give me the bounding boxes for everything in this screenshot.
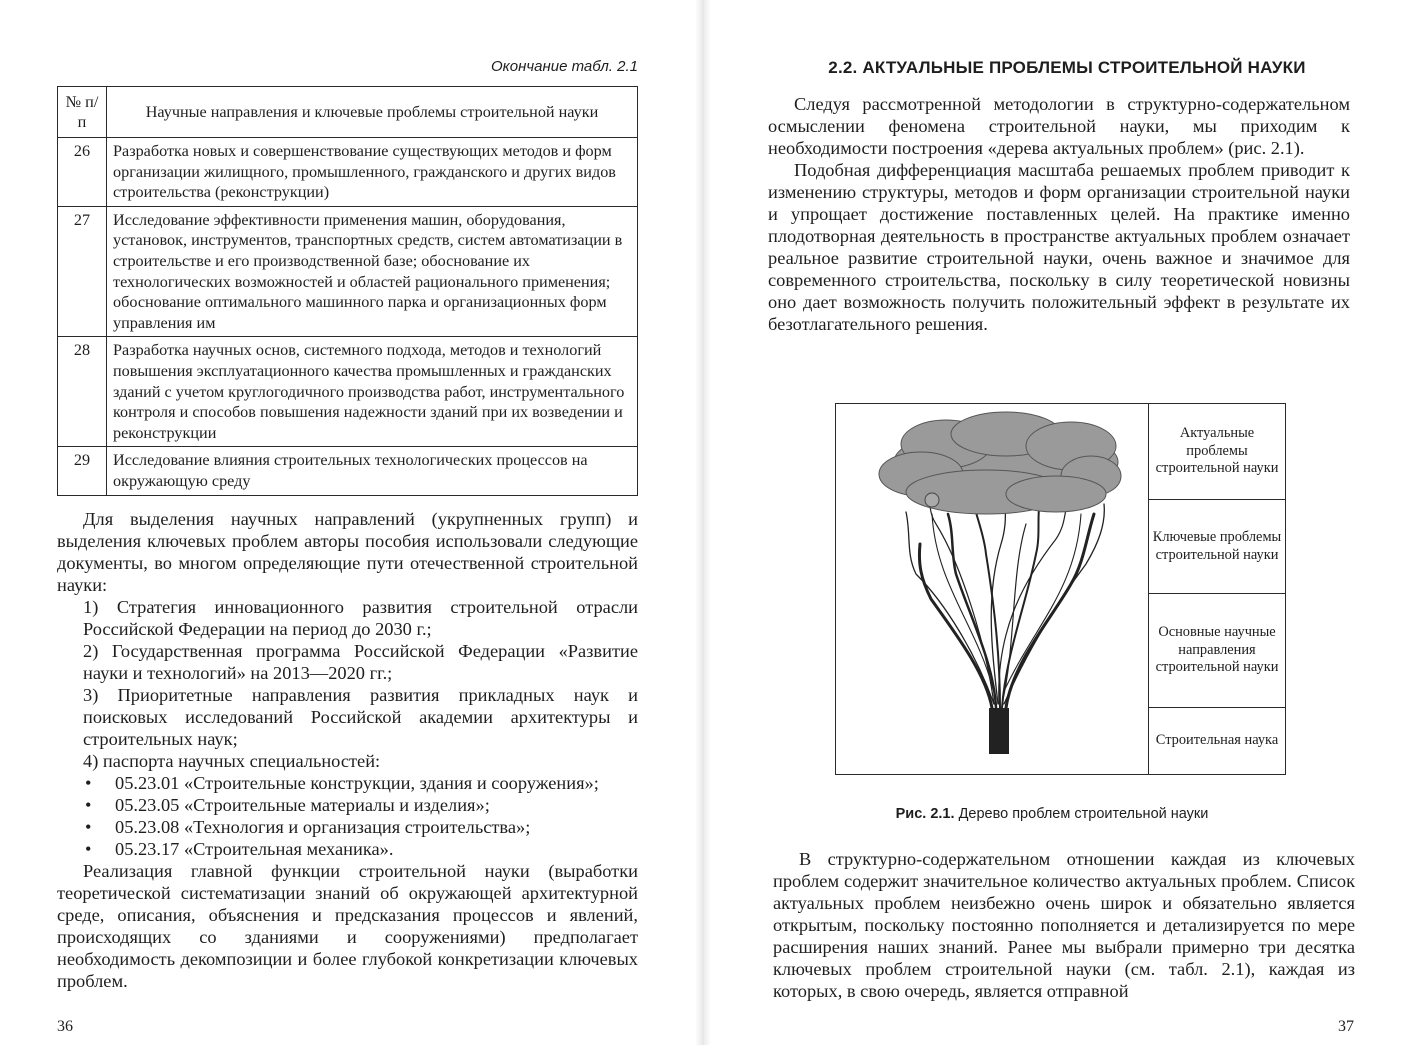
- table-continuation-caption: Окончание табл. 2.1: [491, 58, 638, 75]
- table-header-title: Научные направления и ключевые проблемы строительной науки: [107, 87, 638, 138]
- figure-caption: [802, 806, 1302, 822]
- bullet-text: 05.23.05 «Строительные материалы и изделия»;: [115, 795, 490, 815]
- table-row: [58, 138, 638, 207]
- paragraph: Следуя рассмотренной методологии в структурно-содержательном осмыслении феномена строительной науки, мы приходим к необходимости построения «дерева актуальных проблем» (рис. 2.1).: [768, 94, 1350, 158]
- bullet-icon: •: [85, 817, 92, 837]
- page-number-left: 36: [57, 1018, 73, 1035]
- figure-caption-label: Рис. 2.1.: [895, 806, 955, 822]
- bullet-icon: •: [85, 839, 92, 859]
- document-item: 3) Приоритетные направления развития прикладных наук и поисковых исследований Российской академии архитектуры и строительных наук;: [83, 685, 638, 749]
- row-text: Разработка научных основ, системного подхода, методов и технологий повышения эксплуатационного качества промышленных и гражданских зданий с учетом круглогодичного производства работ, инструментального контроля и способов повышения надежности зданий при их возведении и реконструкции: [107, 337, 638, 447]
- row-text: Исследование эффективности применения машин, оборудования, установок, инструментов, транспортных средств, систем автоматизации в строительстве и его производственной базе; обоснование их технологических возможностей и областей рационального применения; обоснование оптимального машинного парка и организационных форм управления им: [107, 206, 638, 337]
- table-row: [58, 206, 638, 337]
- legend-main-directions: Основные научные направления строительной науки: [1149, 594, 1285, 708]
- specialty-bullet: [57, 772, 638, 794]
- key-problems-table: [57, 86, 638, 496]
- section-title: 2.2. АКТУАЛЬНЫЕ ПРОБЛЕМЫ СТРОИТЕЛЬНОЙ НАУКИ: [828, 58, 1306, 77]
- bullet-text: 05.23.08 «Технология и организация строительства»;: [115, 817, 531, 837]
- tree-branches: [906, 498, 1104, 708]
- specialty-bullet: [57, 794, 638, 816]
- table-header-row: [58, 87, 638, 138]
- row-number: 26: [58, 138, 107, 207]
- bullet-icon: •: [85, 773, 92, 793]
- row-text: Разработка новых и совершенствование существующих методов и форм организации жилищного, промышленного, гражданского и других видов строительства (реконструкции): [107, 138, 638, 207]
- bullet-text: 05.23.01 «Строительные конструкции, здания и сооружения»;: [115, 773, 599, 793]
- table-row: [58, 337, 638, 447]
- row-number: 29: [58, 447, 107, 495]
- document-item: 2) Государственная программа Российской Федерации «Развитие науки и технологий» на 2013—2020 гг.;: [83, 641, 638, 683]
- bullet-text: 05.23.17 «Строительная механика».: [115, 839, 394, 859]
- paragraph: В структурно-содержательном отношении каждая из ключевых проблем содержит значительное количество актуальных проблем. Список актуальных проблем неизбежно очень широк и обязательно является открытым, поскольку постоянно пополняется и детализируется по мере расширения наших знаний. Ранее мы выбрали примерно три десятка ключевых проблем строительной науки (см. табл. 2.1), каждая из которых, в свою очередь, является отправной: [773, 849, 1355, 1001]
- row-text: Исследование влияния строительных технологических процессов на окружающую среду: [107, 447, 638, 495]
- left-body-text: [57, 508, 638, 992]
- figure-caption-text: Дерево проблем строительной науки: [958, 806, 1209, 822]
- table-header-num: № п/п: [58, 87, 107, 138]
- paragraph: Подобная дифференциация масштаба решаемых проблем приводит к изменению структуры, методов и форм организации строительной науки и упрощает достижение поставленных целей. На практике именно плодотворная деятельность в пространстве актуальных проблем означает реальное развитие строительной науки, очень важное и значимое для современного строительства, поскольку в силу теоретической новизны оно дает возможность получить положительный эффект в результате их безотлагательного решения.: [768, 160, 1350, 334]
- table-row: [58, 447, 638, 495]
- specialty-bullet: [57, 838, 638, 860]
- problem-tree-figure: [835, 403, 1286, 775]
- small-cloud-bubble: [925, 493, 939, 507]
- right-body-text-bottom: [773, 848, 1355, 1002]
- legend-construction-science: Строительная наука: [1155, 732, 1279, 749]
- closing-paragraph: Реализация главной функции строительной науки (выработки теоретической систематизации знаний об окружающей архитектурной среде, описания, объяснения и предсказания процессов и явлений, происходящих со зданиями и сооружениями) предполагает необходимость декомпозиции и более глубокой конкретизации ключевых проблем.: [57, 861, 638, 991]
- legend-key-problems: Ключевые проблемы строительной науки: [1149, 500, 1285, 594]
- intro-paragraph: Для выделения научных направлений (укрупненных групп) и выделения ключевых проблем авторы пособия использовали следующие документы, во многом определяющие пути отечественной строительной науки:: [57, 509, 638, 595]
- right-body-text-top: [768, 93, 1350, 335]
- row-number: 27: [58, 206, 107, 337]
- row-number: 28: [58, 337, 107, 447]
- legend-current-problems: Актуальные проблемы строительной науки: [1149, 404, 1285, 500]
- right-page: [702, 0, 1404, 1045]
- specialty-bullet: [57, 816, 638, 838]
- tree-legend: [1148, 404, 1285, 774]
- page-number-right: 37: [1338, 1018, 1354, 1035]
- tree-illustration: [836, 404, 1148, 774]
- bullet-icon: •: [85, 795, 92, 815]
- problem-cloud: [879, 412, 1121, 514]
- document-item: 4) паспорта научных специальностей:: [83, 751, 381, 771]
- tree-trunk: [989, 708, 1009, 754]
- document-item: 1) Стратегия инновационного развития строительной отрасли Российской Федерации на период до 2030 г.;: [83, 597, 638, 639]
